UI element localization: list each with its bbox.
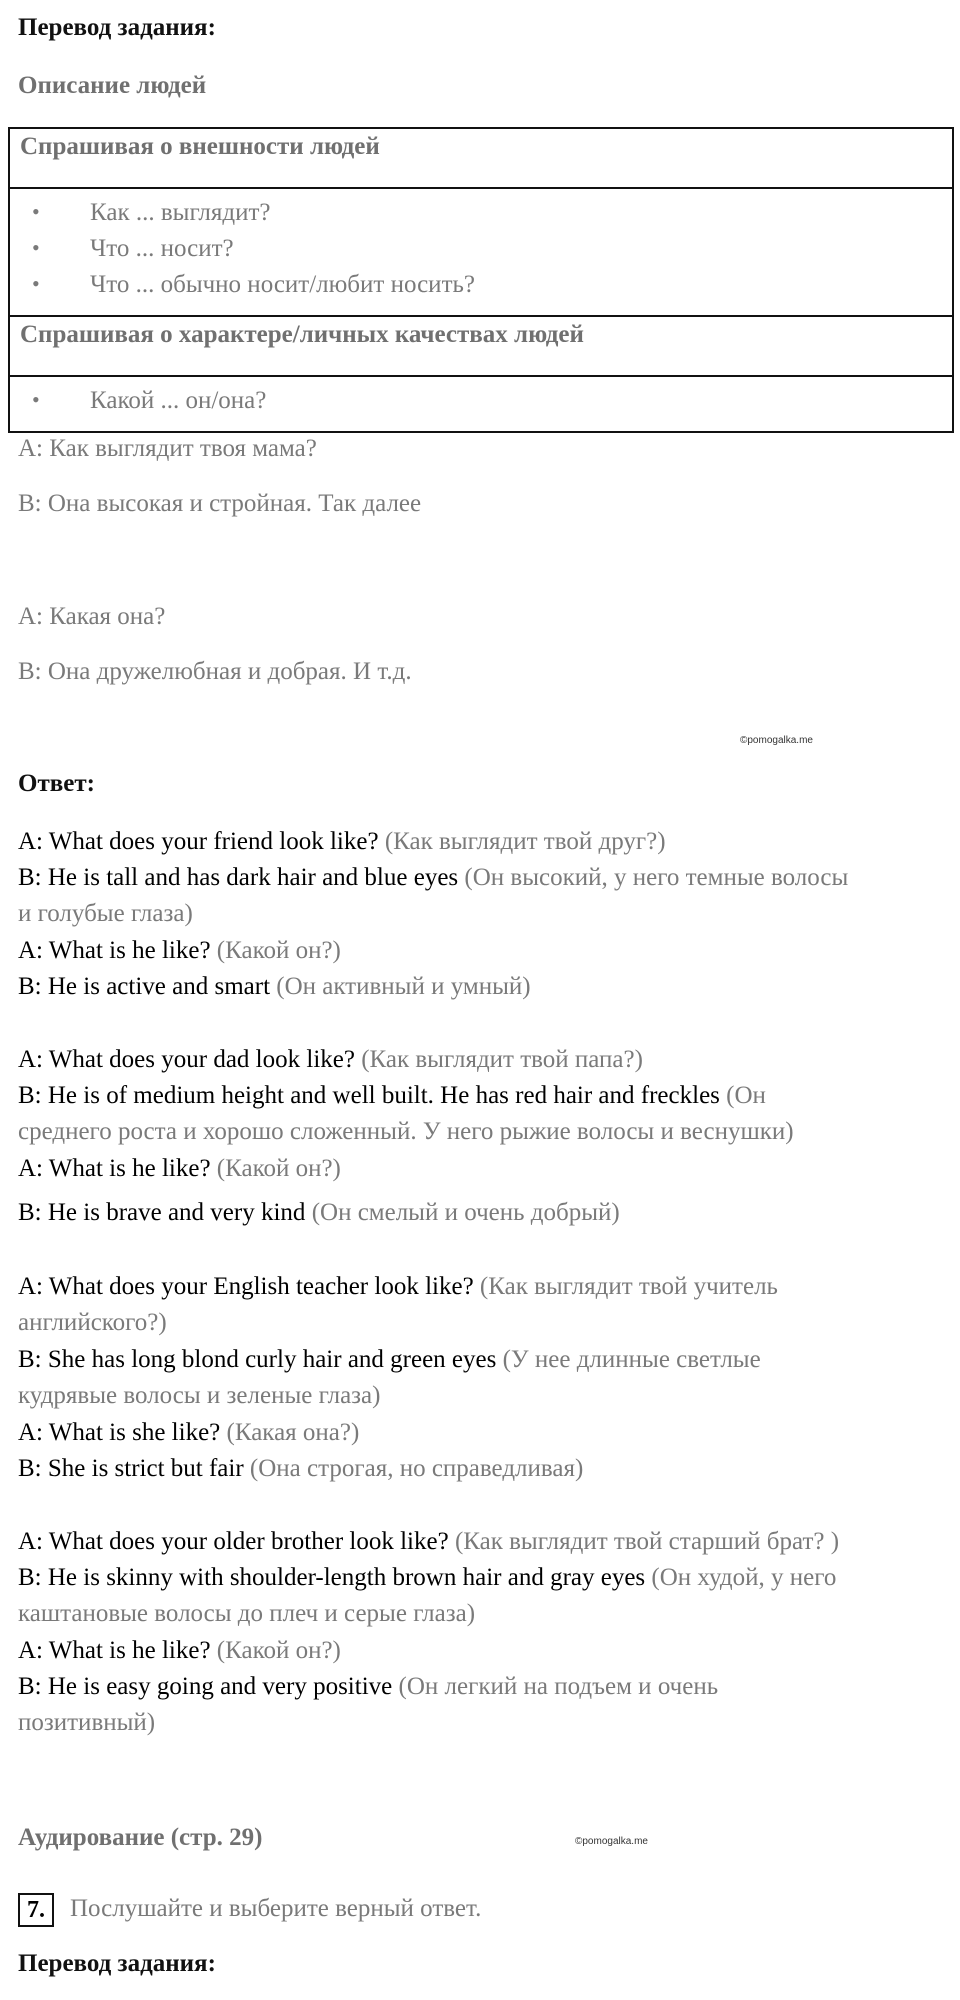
dialogue-line: B: He is tall and has dark hair and blue eyes (Он высокий, у него темные волосы — [18, 864, 849, 891]
dialogue-line: A: What is she like? (Какая она?) — [18, 1419, 360, 1446]
dialogue-line: A: What does your dad look like? (Как выглядит твой папа?) — [18, 1046, 643, 1073]
list-item: • Что ... обычно носит/любит носить? — [32, 271, 475, 298]
dialogue-line: B: He is brave and very kind (Он смелый и очень добрый) — [18, 1199, 620, 1226]
list-item: • Как ... выглядит? — [32, 199, 271, 226]
list-item: • Какой ... он/она? — [32, 387, 267, 414]
footer-title: Перевод задания: — [18, 1950, 216, 1977]
dialogue-line: B: He is easy going and very positive (Он легкий на подъем и очень — [18, 1673, 719, 1700]
example-line: A: Как выглядит твоя мама? — [18, 435, 317, 462]
watermark: ©pomogalka.me — [575, 1836, 648, 1847]
table-heading-character — [10, 317, 952, 377]
dialogue-line-continuation: кудрявые волосы и зеленые глаза) — [18, 1382, 381, 1409]
task-number: 7. — [18, 1893, 54, 1927]
section-subtitle: Описание людей — [18, 72, 207, 99]
listening-heading: Аудирование (стр. 29) — [18, 1824, 263, 1851]
answer-heading: Ответ: — [18, 770, 95, 797]
phrases-table — [8, 127, 954, 433]
dialogue-line: A: What does your friend look like? (Как выглядит твой друг?) — [18, 828, 666, 855]
heading-character: Спрашивая о характере/личных качествах людей — [20, 321, 584, 348]
dialogue-line: A: What is he like? (Какой он?) — [18, 937, 341, 964]
dialogue-line: B: She has long blond curly hair and green eyes (У нее длинные светлые — [18, 1346, 761, 1373]
dialogue-line: A: What does your older brother look like? (Как выглядит твой старший брат? ) — [18, 1528, 840, 1555]
dialogue-line: B: He is of medium height and well built. He has red hair and freckles (Он — [18, 1082, 766, 1109]
list-item: • Что ... носит? — [32, 235, 234, 262]
task-instruction: Послушайте и выберите верный ответ. — [70, 1895, 482, 1922]
dialogue-line: A: What does your English teacher look like? (Как выглядит твой учитель — [18, 1273, 778, 1300]
example-line: A: Какая она? — [18, 603, 166, 630]
watermark: ©pomogalka.me — [740, 735, 813, 746]
dialogue-line-continuation: позитивный) — [18, 1709, 156, 1736]
dialogue-line: B: He is active and smart (Он активный и умный) — [18, 973, 531, 1000]
dialogue-line-continuation: английского?) — [18, 1309, 167, 1336]
dialogue-line: A: What is he like? (Какой он?) — [18, 1155, 341, 1182]
page-title: Перевод задания: — [18, 14, 216, 41]
dialogue-line: B: He is skinny with shoulder-length brown hair and gray eyes (Он худой, у него — [18, 1564, 837, 1591]
list-appearance — [10, 189, 952, 317]
example-line: B: Она высокая и стройная. Так далее — [18, 490, 422, 517]
dialogue-line: B: She is strict but fair (Она строгая, но справедливая) — [18, 1455, 584, 1482]
list-character — [10, 377, 952, 431]
table-heading-appearance — [10, 129, 952, 189]
dialogue-line-continuation: среднего роста и хорошо сложенный. У него рыжие волосы и веснушки) — [18, 1118, 794, 1145]
dialogue-line-continuation: и голубые глаза) — [18, 900, 193, 927]
heading-appearance: Спрашивая о внешности людей — [20, 133, 380, 160]
dialogue-line-continuation: каштановые волосы до плеч и серые глаза) — [18, 1600, 476, 1627]
example-line: B: Она дружелюбная и добрая. И т.д. — [18, 658, 412, 685]
dialogue-line: A: What is he like? (Какой он?) — [18, 1637, 341, 1664]
